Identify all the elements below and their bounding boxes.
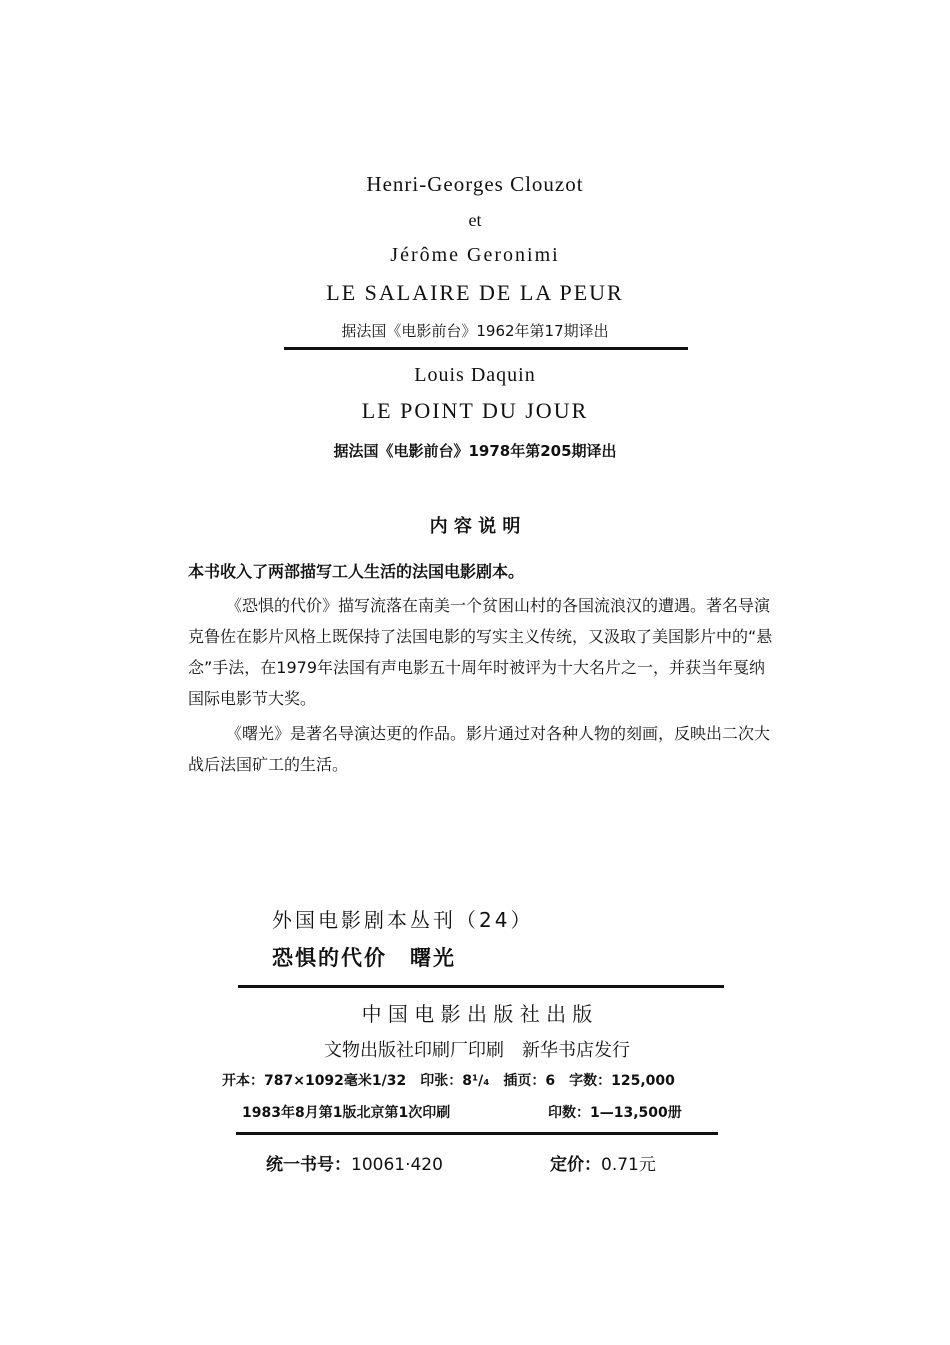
printer-distributor: 文物出版社印刷厂印刷 新华书店发行 (324, 1040, 630, 1061)
author-1: Henri-Georges Clouzot (366, 172, 584, 196)
edition-info: 1983年8月第1版北京第1次印刷 (242, 1105, 451, 1121)
work-2-source-note: 据法国《电影前台》1978年第205期译出 (333, 442, 617, 460)
series-name: 外国电影剧本丛刊（24） (272, 908, 534, 932)
price-label: 定价： (550, 1155, 601, 1175)
book-specs: 开本：787×1092毫米1/32 印张：8¹/₄ 插页：6 字数：125,000 (222, 1073, 675, 1089)
summary-paragraph-3: 《曙光》是著名导演达更的作品。影片通过对各种人物的刻画，反映出二次大战后法国矿工的生活。 (188, 724, 771, 774)
work-2-title: LE POINT DU JOUR (361, 398, 589, 423)
work-1-source-note: 据法国《电影前台》1962年第17期译出 (341, 322, 609, 340)
price-line (550, 1150, 656, 1175)
work-1-title: LE SALAIRE DE LA PEUR (326, 280, 624, 305)
summary-paragraph-2: 《恐惧的代价》描写流落在南美一个贫困山村的各国流浪汉的遭遇。著名导演克鲁佐在影片风格上既保持了法国电影的写实主义传统，又汲取了美国影片中的“悬念”手法，在1979年法国有声电影五十周年时被评为十大名片之一，并获当年戛纳国际电影节大奖。 (188, 596, 773, 708)
summary-heading: 内 容 说 明 (429, 516, 521, 537)
price-value: 0.71元 (601, 1155, 656, 1175)
isbn-label: 统一书号： (266, 1155, 351, 1175)
summary-paragraph-1: 本书收入了两部描写工人生活的法国电影剧本。 (188, 562, 525, 581)
isbn-number: 10061·420 (351, 1155, 443, 1175)
colophon-top-rule (238, 985, 724, 988)
isbn-line (266, 1150, 443, 1175)
colophon-bottom-rule (236, 1132, 718, 1135)
author-3: Louis Daquin (414, 364, 536, 386)
author-conjunction: et (468, 210, 482, 230)
divider-rule (284, 347, 688, 350)
publisher: 中 国 电 影 出 版 社 出 版 (361, 1002, 593, 1026)
book-title: 恐惧的代价 曙光 (272, 946, 456, 970)
print-run: 印数：1—13,500册 (548, 1105, 682, 1121)
author-2: Jérôme Geronimi (390, 244, 560, 266)
